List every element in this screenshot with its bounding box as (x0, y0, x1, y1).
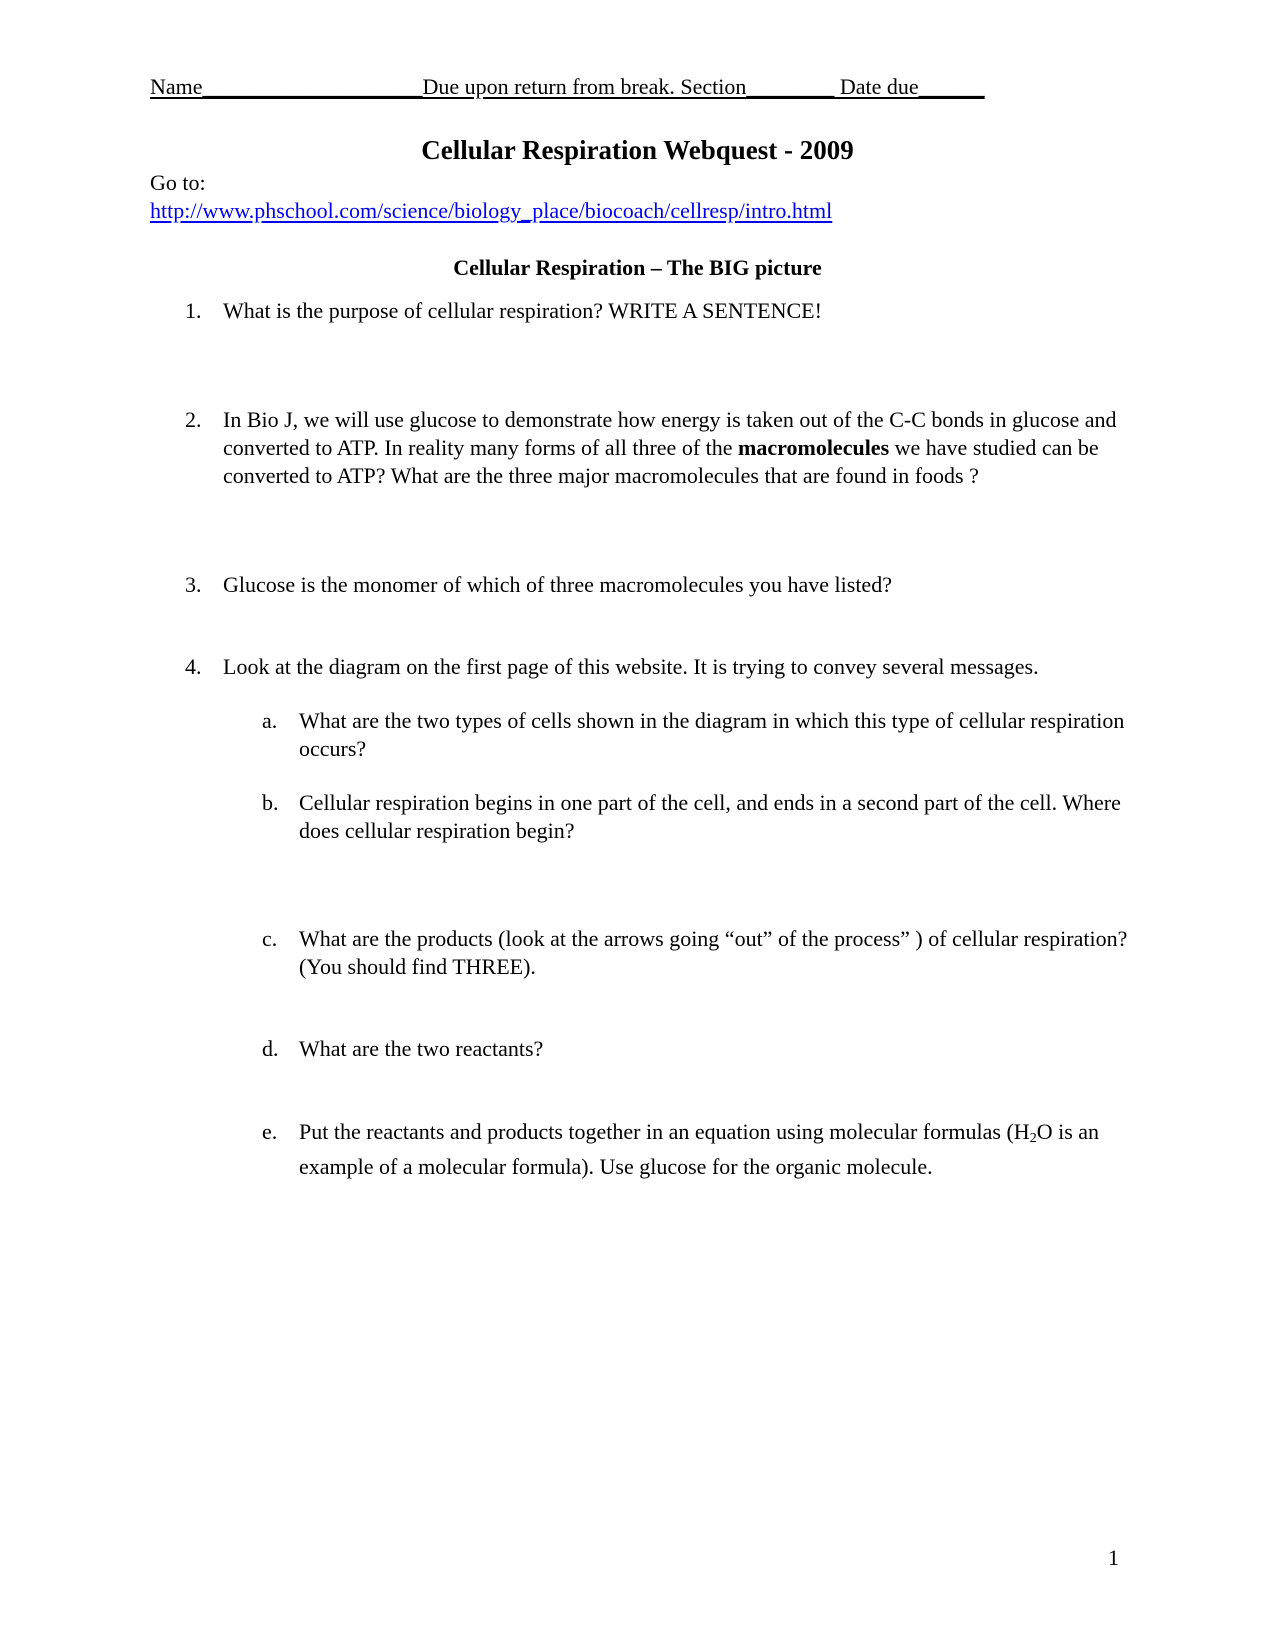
question-text-part: In Bio J, we will use glucose to demonstrate how energy is taken out of the C-C bonds in glucose and converted to ATP. In reality many forms of all three of the (223, 407, 1117, 460)
subquestion-text: What are the two reactants? (299, 1036, 544, 1061)
page-title: Cellular Respiration Webquest - 2009 (421, 135, 854, 165)
subquestion-letter: a. (262, 708, 278, 733)
question-number: 1. (185, 298, 202, 323)
question-text (223, 406, 1123, 490)
webquest-link[interactable]: http://www.phschool.com/science/biology_place/biocoach/cellresp/intro.html (150, 198, 833, 223)
subquestion-letter: e. (262, 1119, 278, 1144)
goto-label: Go to: (150, 170, 206, 195)
subquestion-text: What are the products (look at the arrows going “out” of the process” ) of cellular respiration? (You should find THREE). (299, 926, 1128, 979)
section-title: Cellular Respiration – The BIG picture (453, 255, 822, 280)
subquestion-text (299, 1118, 1139, 1181)
subquestion-letter: d. (262, 1036, 279, 1061)
bold-term-macromolecules: macromolecules (738, 435, 890, 460)
subquestion-letter: c. (262, 926, 278, 951)
question-number: 4. (185, 654, 202, 679)
question-number: 3. (185, 572, 202, 597)
subquestion-letter: b. (262, 790, 279, 815)
question-text-part: we have studied can be converted to ATP? What are the three major macromolecules that are found in foods ? (223, 435, 1099, 488)
subquestion-text: Cellular respiration begins in one part of the cell, and ends in a second part of the cell. Where does cellular respiration begin? (299, 790, 1121, 843)
question-number: 2. (185, 407, 202, 432)
subquestion-text-part: O is an example of a molecular formula). Use glucose for the organic molecule. (299, 1119, 1100, 1179)
question-text: Glucose is the monomer of which of three macromolecules you have listed? (223, 572, 892, 597)
question-text: Look at the diagram on the first page of this website. It is trying to convey several messages. (223, 654, 1039, 679)
question-text: What is the purpose of cellular respiration? WRITE A SENTENCE! (223, 298, 822, 323)
subscript-2: 2 (1029, 1131, 1037, 1146)
subquestion-text-part: Put the reactants and products together in an equation using molecular formulas (H (299, 1119, 1030, 1144)
page-number: 1 (1108, 1545, 1119, 1570)
header-name-section-date-line: Name____________________Due upon return from break. Section________ Date due______ (150, 74, 985, 99)
subquestion-text: What are the two types of cells shown in the diagram in which this type of cellular respiration occurs? (299, 708, 1125, 761)
